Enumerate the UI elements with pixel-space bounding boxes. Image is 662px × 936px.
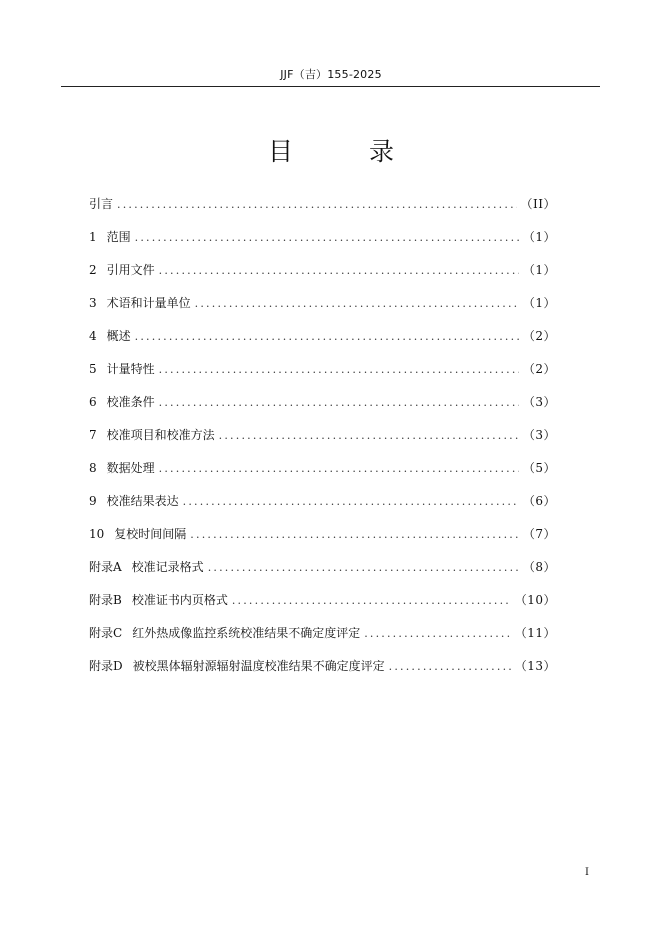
toc-leader-dots [232,594,511,607]
table-of-contents [89,195,556,690]
toc-leader-dots [135,231,519,244]
toc-entry-appendix-b[interactable] [89,591,556,624]
toc-leader-dots [159,363,519,376]
toc-entry-number: 9 [89,494,97,508]
toc-entry-appendix-a[interactable] [89,558,556,591]
toc-entry-title: 校准条件 [106,395,155,409]
toc-leader-dots [208,561,519,574]
toc-leader-dots [159,264,519,277]
header-rule [61,86,600,87]
page-number: I [585,867,589,878]
toc-entry-page: （3） [522,428,556,442]
toc-entry-title: 校准项目和校准方法 [106,428,215,442]
toc-entry-page: （13） [514,659,556,673]
toc-entry-number: 2 [89,263,97,277]
toc-entry-number: 3 [89,296,97,310]
toc-entry-title: 引言 [89,197,114,211]
toc-entry-title: 红外热成像监控系统校准结果不确定度评定 [132,626,361,640]
toc-entry-overview[interactable] [89,327,556,360]
toc-entry-number: 附录D [89,659,123,673]
toc-entry-number: 6 [89,395,97,409]
toc-leader-dots [159,462,519,475]
toc-entry-number: 5 [89,362,97,376]
toc-entry-references[interactable] [89,261,556,294]
toc-entry-page: （2） [522,362,556,376]
toc-leader-dots [135,330,519,343]
toc-leader-dots [195,297,519,310]
toc-entry-title: 范围 [106,230,131,244]
toc-entry-page: （11） [514,626,556,640]
toc-entry-title: 术语和计量单位 [106,296,191,310]
toc-entry-number: 8 [89,461,97,475]
toc-leader-dots [159,396,519,409]
page-title: 目 录 [268,137,428,166]
toc-entry-page: （1） [522,230,556,244]
toc-entry-page: （5） [522,461,556,475]
toc-entry-page: （1） [522,263,556,277]
toc-entry-scope[interactable] [89,228,556,261]
toc-entry-page: （II） [520,197,556,211]
toc-leader-dots [364,627,511,640]
toc-entry-recalibration-interval[interactable] [89,525,556,558]
toc-entry-page: （2） [522,329,556,343]
toc-entry-title: 计量特性 [106,362,155,376]
toc-entry-title: 被校黑体辐射源辐射温度校准结果不确定度评定 [132,659,385,673]
toc-entry-appendix-d[interactable] [89,657,556,690]
toc-entry-title: 校准证书内页格式 [131,593,228,607]
toc-entry-title: 校准记录格式 [131,560,204,574]
toc-entry-terms[interactable] [89,294,556,327]
toc-entry-number: 附录C [89,626,123,640]
toc-leader-dots [389,660,511,673]
toc-leader-dots [219,429,519,442]
toc-entry-page: （7） [522,527,556,541]
toc-leader-dots [183,495,519,508]
toc-entry-data-processing[interactable] [89,459,556,492]
toc-entry-title: 校准结果表达 [106,494,179,508]
toc-entry-number: 7 [89,428,97,442]
toc-entry-page: （10） [514,593,556,607]
toc-entry-result-expression[interactable] [89,492,556,525]
toc-entry-title: 复校时间间隔 [114,527,187,541]
toc-entry-number: 4 [89,329,97,343]
page-header: JJF（吉）155-2025 [280,68,382,81]
toc-leader-dots [190,528,519,541]
toc-entry-number: 1 [89,230,97,244]
toc-entry-title: 概述 [106,329,131,343]
toc-entry-title: 引用文件 [106,263,155,277]
toc-entry-page: （8） [522,560,556,574]
toc-entry-title: 数据处理 [106,461,155,475]
toc-entry-metrological-characteristics[interactable] [89,360,556,393]
toc-entry-page: （1） [522,296,556,310]
toc-entry-number: 附录A [89,560,122,574]
toc-leader-dots [117,198,517,211]
toc-entry-calibration-items-methods[interactable] [89,426,556,459]
toc-entry-appendix-c[interactable] [89,624,556,657]
toc-entry-page: （6） [522,494,556,508]
toc-entry-number: 10 [89,527,105,541]
toc-entry-page: （3） [522,395,556,409]
toc-entry-number: 附录B [89,593,122,607]
toc-entry-calibration-conditions[interactable] [89,393,556,426]
toc-entry-foreword[interactable] [89,195,556,228]
